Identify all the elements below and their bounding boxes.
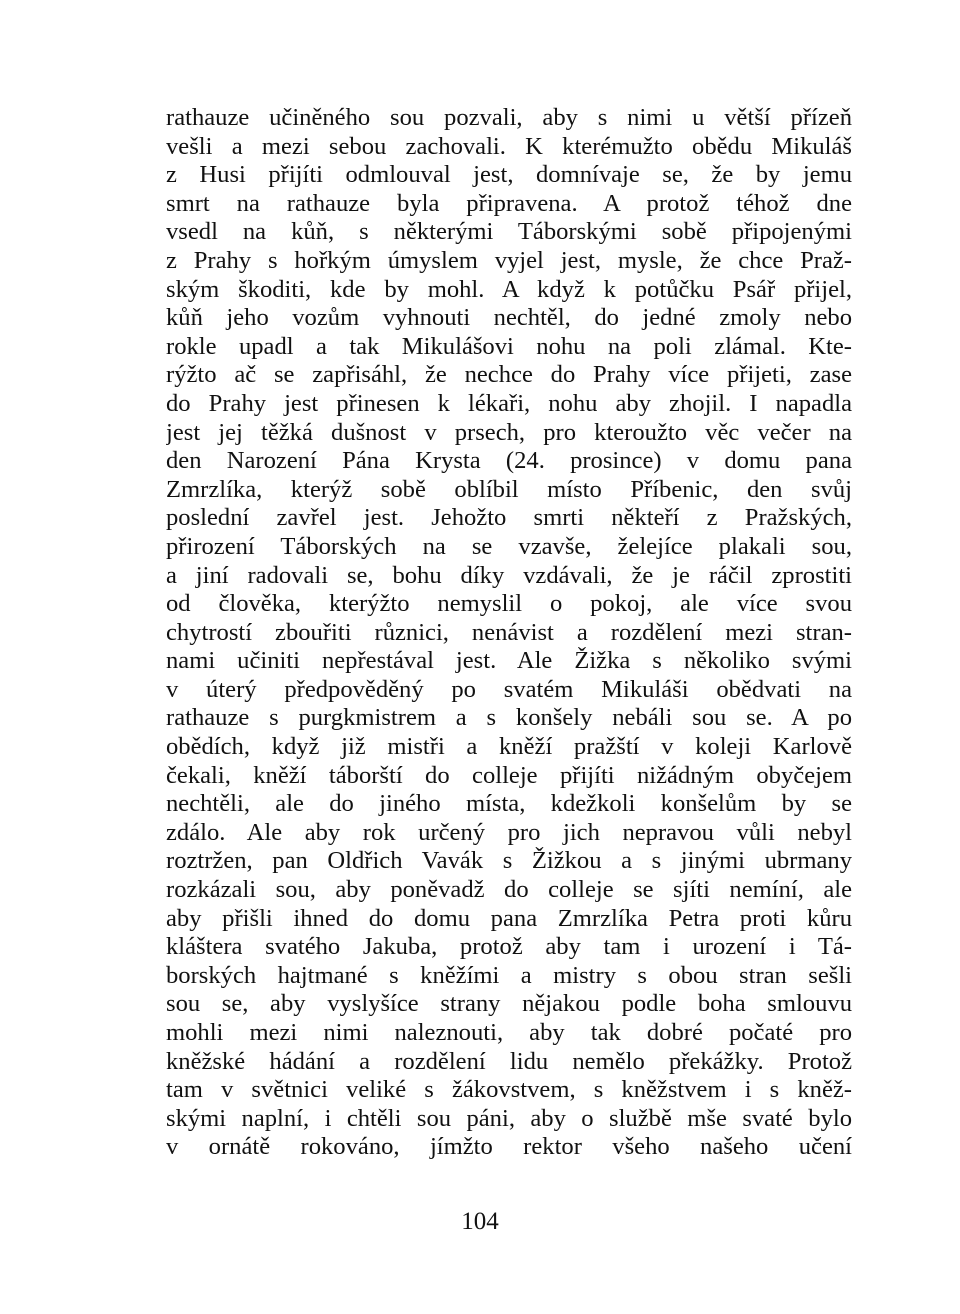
page-number: 104 bbox=[461, 1208, 499, 1235]
text-line: skými naplní, i chtěli sou páni, aby o službě mše svaté bylo bbox=[166, 1104, 852, 1132]
text-line: v ornátě rokováno, jímžto rektor všeho našeho učení bbox=[166, 1133, 852, 1161]
text-line: kněžské hádání a rozdělení lidu nemělo překážky. Protož bbox=[166, 1047, 852, 1075]
text-line: poslední zavřel jest. Jehožto smrti někteří z Pražských, bbox=[166, 504, 852, 532]
text-line: smrt na rathauze byla připravena. A protož téhož dne bbox=[166, 189, 852, 217]
text-line: borských hajtmané s kněžími a mistry s obou stran sešli bbox=[166, 961, 852, 989]
text-line: rýžto ač se zapřisáhl, že nechce do Prahy více přijeti, zase bbox=[166, 361, 852, 389]
text-line: nami učiniti nepřestával jest. Ale Žižka s několiko svými bbox=[166, 647, 852, 675]
text-line: aby přišli ihned do domu pana Zmrzlíka Petra proti kůru bbox=[166, 904, 852, 932]
text-line: kláštera svatého Jakuba, protož aby tam i urození i Tá- bbox=[166, 933, 852, 961]
text-line: přirození Táborských na se vzavše, želejíce plakali sou, bbox=[166, 532, 852, 560]
text-line: a jiní radovali se, bohu díky vzdávali, že je ráčil zprostiti bbox=[166, 561, 852, 589]
text-line: Zmrzlíka, kterýž sobě oblíbil místo Příbenic, den svůj bbox=[166, 475, 852, 503]
text-line: kůň jeho vozům vyhnouti nechtěl, do jedné zmoly nebo bbox=[166, 304, 852, 332]
text-line: obědích, když již mistři a kněží pražští v koleji Karlově bbox=[166, 733, 852, 761]
text-line: od člověka, kterýžto nemyslil o pokoj, ale více svou bbox=[166, 590, 852, 618]
text-line: ským škoditi, kde by mohl. A když k potůčku Psář přijel, bbox=[166, 275, 852, 303]
text-line: rathauze s purgkmistrem a s konšely nebáli sou se. A po bbox=[166, 704, 852, 732]
text-line: vsedl na kůň, s některými Táborskými sobě připojenými bbox=[166, 218, 852, 246]
text-line: jest jej těžká dušnost v prsech, pro kteroužto věc večer na bbox=[166, 418, 852, 446]
text-line: z Prahy s hořkým úmyslem vyjel jest, mysle, že chce Praž- bbox=[166, 246, 852, 274]
text-line: nechtěli, ale do jiného místa, kdežkoli konšelům by se bbox=[166, 790, 852, 818]
text-line: zdálo. Ale aby rok určený pro jich nepravou vůli nebyl bbox=[166, 818, 852, 846]
text-line: roztržen, pan Oldřich Vavák s Žižkou a s jinými ubrmany bbox=[166, 847, 852, 875]
text-line: rokle upadl a tak Mikulášovi nohu na poli zlámal. Kte- bbox=[166, 332, 852, 360]
text-line: čekali, kněží táborští do colleje přijíti nižádným obyčejem bbox=[166, 761, 852, 789]
body-text bbox=[166, 104, 852, 1162]
text-line: v úterý předpověděný po svatém Mikuláši obědvati na bbox=[166, 675, 852, 703]
text-line: vešli a mezi sebou zachovali. K kterémužto obědu Mikuláš bbox=[166, 132, 852, 160]
text-line: tam v světnici veliké s žákovstvem, s kněžstvem i s kněž- bbox=[166, 1076, 852, 1104]
text-line: z Husi přijíti odmlouval jest, domnívaje se, že by jemu bbox=[166, 161, 852, 189]
text-line: mohli mezi nimi naleznouti, aby tak dobré počaté pro bbox=[166, 1019, 852, 1046]
text-line: den Narození Pána Krysta (24. prosince) v domu pana bbox=[166, 447, 852, 475]
text-line: sou se, aby vyslyšíce strany nějakou podle boha smlouvu bbox=[166, 990, 852, 1018]
text-line: rozkázali sou, aby poněvadž do colleje se sjíti nemíní, ale bbox=[166, 876, 852, 904]
text-line: rathauze učiněného sou pozvali, aby s nimi u větší přízeň bbox=[166, 104, 852, 131]
text-line: do Prahy jest přinesen k lékaři, nohu aby zhojil. I napadla bbox=[166, 389, 852, 417]
text-line: chytrostí zbouřiti různici, nenávist a rozdělení mezi stran- bbox=[166, 618, 852, 646]
